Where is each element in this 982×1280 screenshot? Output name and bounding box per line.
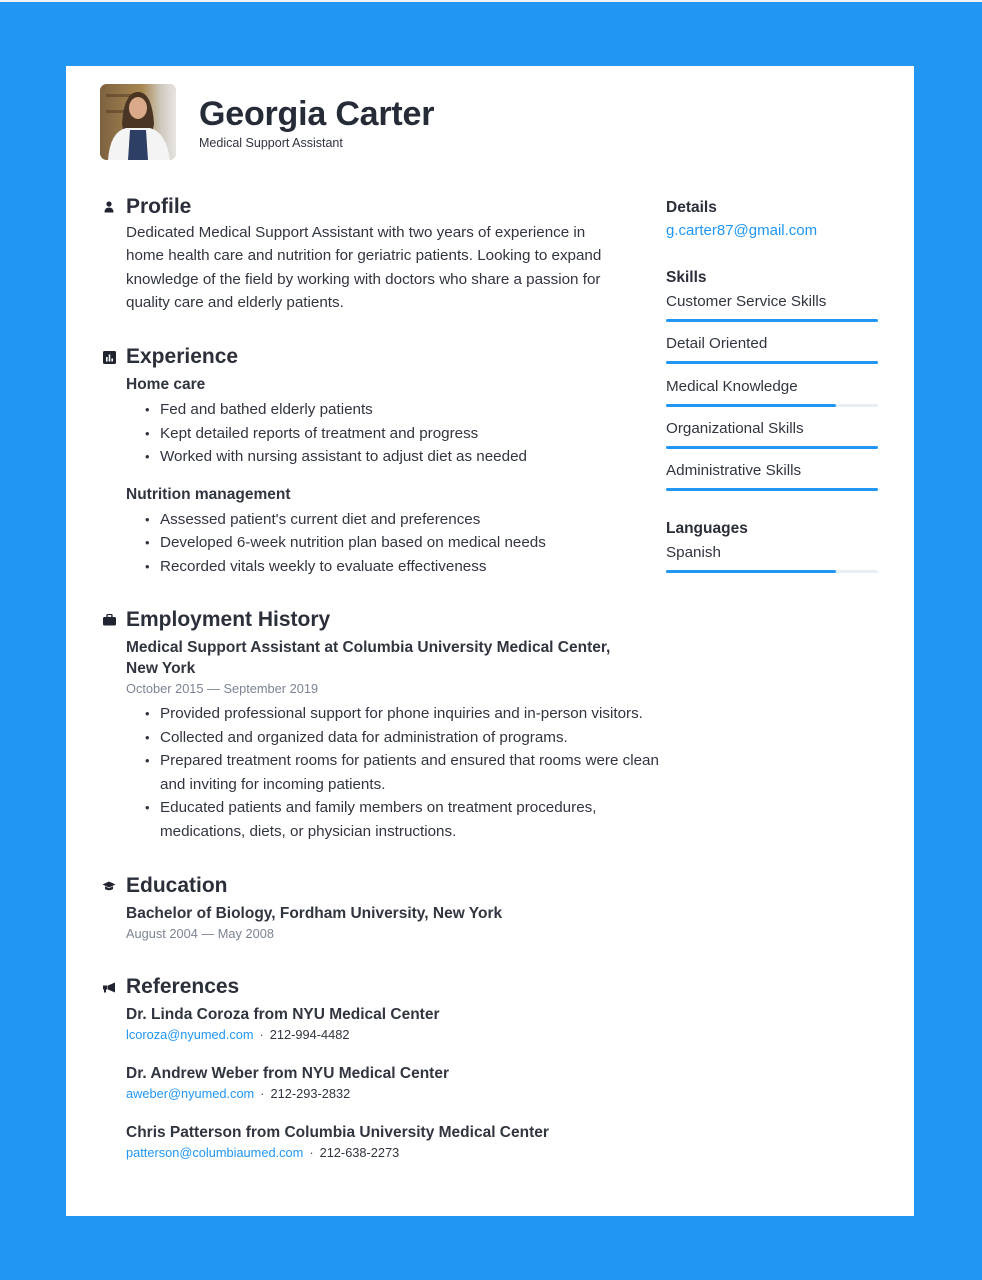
separator-dot: · — [260, 1086, 265, 1102]
skill-level-fill — [666, 404, 836, 407]
skill-level-bar — [666, 319, 878, 322]
employment-heading: Employment History — [126, 608, 331, 632]
skill-level-bar — [666, 488, 878, 491]
person-icon — [102, 200, 116, 214]
reference-entry — [126, 1122, 636, 1163]
experience-bullets — [160, 508, 636, 579]
skill-item — [666, 329, 878, 364]
references-heading: References — [126, 975, 240, 999]
graduation-cap-icon — [102, 879, 116, 893]
separator-dot: · — [259, 1027, 264, 1043]
skill-label: Medical Knowledge — [666, 378, 798, 395]
skill-label: Organizational Skills — [666, 420, 804, 437]
chart-icon — [102, 350, 116, 364]
employment-dates: October 2015 — September 2019 — [126, 681, 319, 697]
skill-level-fill — [666, 319, 878, 322]
language-level-bar — [666, 570, 878, 573]
skill-level-fill — [666, 488, 878, 491]
language-item — [666, 538, 878, 573]
resume-page — [66, 66, 914, 1216]
profile-photo-image — [100, 84, 176, 160]
bullet-item: • Developed 6-week nutrition plan based on medical needs — [160, 531, 636, 555]
reference-email-link[interactable]: lcoroza@nyumed.com — [126, 1027, 254, 1043]
reference-contact — [126, 1084, 636, 1104]
employment-section — [126, 607, 659, 843]
languages-heading: Languages — [666, 520, 748, 537]
skill-label: Administrative Skills — [666, 462, 802, 479]
bullet-item: • Worked with nursing assistant to adjust diet as needed — [160, 445, 636, 469]
skill-level-bar — [666, 446, 878, 449]
language-label: Spanish — [666, 544, 721, 561]
reference-phone: 212-293-2832 — [270, 1086, 351, 1102]
reference-contact — [126, 1143, 636, 1163]
reference-email-link[interactable]: aweber@nyumed.com — [126, 1086, 255, 1102]
skills-list — [666, 287, 878, 491]
education-section — [126, 873, 636, 944]
profile-photo — [100, 84, 176, 160]
experience-bullets — [160, 398, 636, 469]
bullet-item: • Assessed patient's current diet and preferences — [160, 508, 636, 532]
reference-email-link[interactable]: patterson@columbiaumed.com — [126, 1145, 304, 1161]
bullet-item: • Fed and bathed elderly patients — [160, 398, 636, 422]
bullet-item: • Prepared treatment rooms for patients and ensured that rooms were clean and inviting for incoming patients. — [160, 749, 665, 796]
references-section — [126, 974, 636, 1163]
briefcase-icon — [102, 613, 116, 627]
profile-summary: Dedicated Medical Support Assistant with two years of experience in home health care and nutrition for geriatric patients. Looking to expand knowledge of the field by working with doctors who share a passion for quality care and elderly patients. — [126, 224, 602, 311]
profile-heading: Profile — [126, 195, 192, 218]
experience-group — [126, 374, 636, 469]
skill-level-fill — [666, 361, 878, 364]
experience-group-title: Home care — [126, 376, 206, 394]
experience-heading: Experience — [126, 345, 239, 369]
reference-phone: 212-994-4482 — [269, 1027, 350, 1043]
skill-item — [666, 456, 878, 491]
megaphone-icon — [102, 980, 116, 994]
experience-group — [126, 484, 636, 579]
experience-group-title: Nutrition management — [126, 485, 291, 503]
skill-level-fill — [666, 446, 878, 449]
education-dates: August 2004 — May 2008 — [126, 926, 274, 942]
main-column — [126, 194, 659, 1163]
details-heading: Details — [666, 199, 717, 216]
sidebar — [666, 198, 878, 573]
top-strip — [0, 0, 982, 2]
profile-section — [126, 194, 636, 314]
bullet-item: • Collected and organized data for administration of programs. — [160, 726, 665, 750]
education-title: Bachelor of Biology, Fordham University, New York — [126, 905, 503, 923]
skill-item — [666, 414, 878, 449]
language-level-fill — [666, 570, 836, 573]
reference-name: Dr. Andrew Weber from NYU Medical Center — [126, 1065, 449, 1083]
candidate-name: Georgia Carter — [199, 95, 435, 133]
bullet-item: • Kept detailed reports of treatment and progress — [160, 422, 636, 446]
languages-section — [666, 519, 878, 573]
reference-entry — [126, 1004, 636, 1045]
skill-level-bar — [666, 361, 878, 364]
skill-item — [666, 287, 878, 322]
skill-level-bar — [666, 404, 878, 407]
bullet-item: • Educated patients and family members on treatment procedures, medications, diets, or physician instructions. — [160, 796, 665, 843]
reference-contact — [126, 1025, 636, 1045]
reference-name: Dr. Linda Coroza from NYU Medical Center — [126, 1006, 440, 1024]
education-heading: Education — [126, 874, 228, 898]
reference-name: Chris Patterson from Columbia University Medical Center — [126, 1124, 549, 1142]
skill-item — [666, 372, 878, 407]
skills-section — [666, 268, 878, 491]
reference-phone: 212-638-2273 — [319, 1145, 400, 1161]
skill-label: Customer Service Skills — [666, 293, 827, 310]
employment-bullets — [160, 702, 665, 843]
bullet-item: • Provided professional support for phone inquiries and in-person visitors. — [160, 702, 665, 726]
bullet-item: • Recorded vitals weekly to evaluate effectiveness — [160, 555, 636, 579]
details-email-link[interactable]: g.carter87@gmail.com — [666, 222, 818, 239]
details-section — [666, 198, 878, 241]
employment-entry — [126, 637, 659, 843]
reference-entry — [126, 1063, 636, 1104]
skills-heading: Skills — [666, 269, 707, 286]
education-entry — [126, 903, 636, 944]
skill-label: Detail Oriented — [666, 335, 768, 352]
experience-section — [126, 344, 636, 578]
separator-dot: · — [309, 1145, 314, 1161]
candidate-job-title: Medical Support Assistant — [199, 136, 343, 150]
employment-job-title: Medical Support Assistant at Columbia University Medical Center, New York — [126, 639, 611, 678]
